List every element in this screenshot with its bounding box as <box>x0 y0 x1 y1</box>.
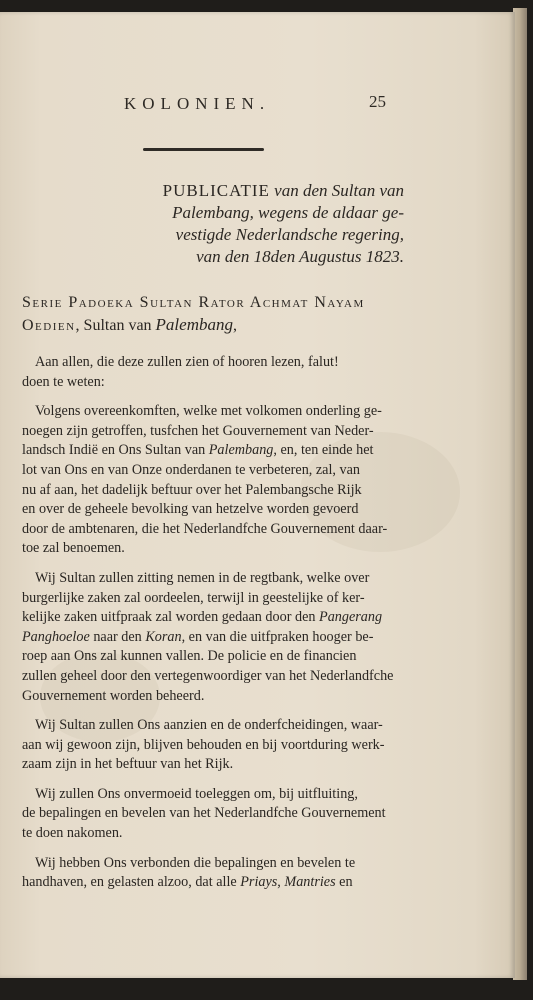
publication-line <box>134 180 404 202</box>
heading-line-1: Serie Padoeka Sultan Rator Achmat Nayam <box>22 294 365 311</box>
paragraph <box>22 569 410 706</box>
decree-heading <box>22 292 402 337</box>
running-title: KOLONIEN. <box>124 94 271 113</box>
text-run: handhaven, en gelasten alzoo, dat alle <box>22 874 241 891</box>
text-run: naar den <box>89 628 146 645</box>
text-line <box>22 687 410 707</box>
text-line <box>22 441 410 461</box>
text-run: landsch Indië en Ons Sultan van <box>22 442 209 459</box>
publication-text: van den Sultan van <box>269 181 404 200</box>
paragraph <box>22 854 410 893</box>
publication-text: van den 18den Augustus 1823. <box>196 247 404 266</box>
text-run: en over de geheele bevolking van hetzelve worden gevoerd <box>22 501 359 518</box>
text-line <box>22 539 410 559</box>
book-page <box>0 12 515 978</box>
publication-text: Palembang, wegens de aldaar ge- <box>172 203 404 222</box>
heading-punct: , <box>232 317 237 334</box>
text-run: Aan allen, die deze zullen zien of hooren lezen, falut! <box>35 354 339 370</box>
paragraph <box>22 402 410 559</box>
text-run: Wij zullen Ons onvermoeid toeleggen om, bij uitfluiting, <box>35 785 358 802</box>
text-run: zaam zijn in het beftuur van het Rijk. <box>22 756 234 773</box>
text-run: toe zal benoemen. <box>22 540 125 557</box>
page-number: 25 <box>369 92 386 111</box>
text-line <box>22 422 410 442</box>
text-run: Wij hebben Ons verbonden die bepalingen en bevelen te <box>35 854 356 871</box>
heading-place: Palembang <box>155 315 233 334</box>
text-run: Gouvernement worden beheerd. <box>22 687 205 704</box>
text-line <box>22 804 410 824</box>
text-line <box>22 461 410 481</box>
text-line <box>22 589 410 609</box>
publication-line <box>134 224 404 246</box>
paragraph <box>22 353 410 392</box>
text-line <box>22 755 410 775</box>
section-rule <box>143 148 264 151</box>
paragraph <box>22 716 410 775</box>
publication-line <box>134 246 404 268</box>
text-run: zullen geheel door den vertegenwoordiger van het Nederlandfche <box>22 667 394 684</box>
text-run: en <box>335 874 353 891</box>
heading-name: Oedien <box>22 317 76 334</box>
text-run: roep aan Ons zal kunnen vallen. De policie en de financien <box>22 648 357 665</box>
italic-term: Mantries <box>284 874 336 891</box>
text-line <box>22 873 410 893</box>
text-run: te doen nakomen. <box>22 825 123 842</box>
text-line <box>22 736 410 756</box>
publication-title <box>134 180 404 268</box>
decree-body <box>22 353 410 903</box>
italic-term: Koran <box>145 628 182 645</box>
text-line <box>22 373 410 393</box>
page-header <box>0 90 515 120</box>
text-run: burgerlijke zaken zal oordeelen, terwijl in geestelijke of ker- <box>22 589 365 606</box>
text-line <box>22 628 410 648</box>
italic-term: Pangerang <box>319 609 383 626</box>
text-run: aan wij gewoon zijn, blijven behouden en bij voortduring werk- <box>22 736 385 753</box>
text-run: Wij Sultan zullen Ons aanzien en de onderfcheidingen, waar- <box>35 717 383 734</box>
heading-title: , Sultan van <box>75 317 156 334</box>
text-line <box>22 824 410 844</box>
text-line <box>22 500 410 520</box>
text-run: nu af aan, het dadelijk beftuur over het Palembangsche Rijk <box>22 481 362 498</box>
text-run: de bepalingen en bevelen van het Nederlandfche Gouvernement <box>22 805 386 822</box>
italic-term: Palembang <box>208 442 274 459</box>
text-line <box>22 785 410 805</box>
text-line <box>22 520 410 540</box>
text-run: , en van die uitfpraken hooger be- <box>181 628 374 645</box>
text-line <box>22 667 410 687</box>
publication-line <box>134 202 404 224</box>
publication-label: PUBLICATIE <box>162 181 270 200</box>
text-line <box>22 481 410 501</box>
text-run: Wij Sultan zullen zitting nemen in de regtbank, welke over <box>35 569 370 586</box>
text-line <box>22 402 410 422</box>
heading-line-2 <box>22 314 402 337</box>
text-run: , <box>277 874 285 891</box>
text-run: Volgens overeenkomften, welke met volkomen onderling ge- <box>35 403 382 420</box>
text-run: noegen zijn getroffen, tusfchen het Gouvernement van Neder- <box>22 422 374 439</box>
text-line <box>22 647 410 667</box>
text-run: doen te weten: <box>22 373 105 390</box>
text-run: kelijke zaken uitfpraak zal worden gedaan door den <box>22 609 320 626</box>
publication-text: vestigde Nederlandsche regering, <box>175 225 404 244</box>
text-line <box>22 854 410 874</box>
italic-term: Panghoeloe <box>22 628 90 645</box>
text-run: lot van Ons en van Onze onderdanen te verbeteren, zal, van <box>22 461 360 478</box>
text-line <box>22 608 410 628</box>
paragraph <box>22 785 410 844</box>
text-run: , en, ten einde het <box>273 442 374 459</box>
text-line <box>22 569 410 589</box>
text-line <box>22 353 410 373</box>
text-run: door de ambtenaren, die het Nederlandfche Gouvernement daar- <box>22 520 388 537</box>
text-line <box>22 716 410 736</box>
page-edge <box>513 8 527 980</box>
italic-term: Priays <box>240 874 278 891</box>
